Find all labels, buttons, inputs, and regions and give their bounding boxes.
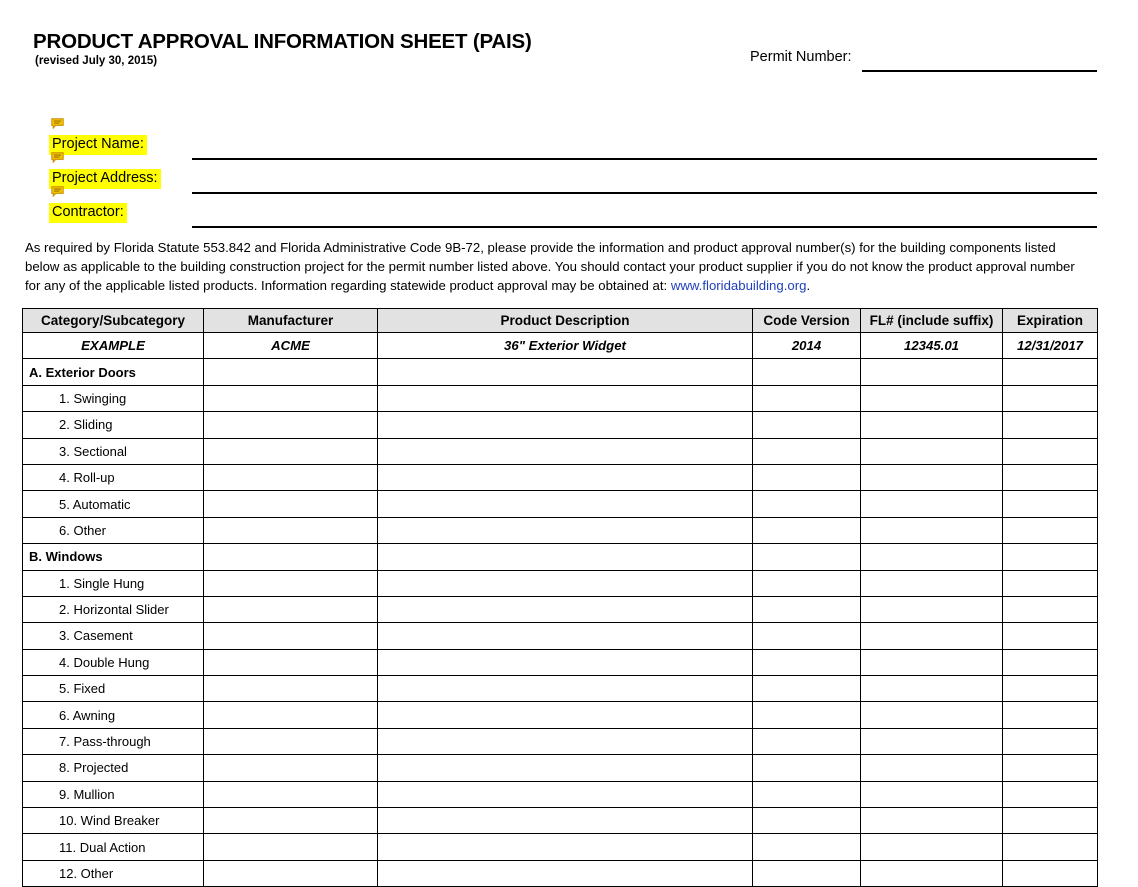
- column-header-expiration: Expiration: [1003, 309, 1098, 333]
- field-input-2[interactable]: [192, 192, 1097, 194]
- cell-expiration[interactable]: [1003, 649, 1098, 675]
- cell-manufacturer[interactable]: [204, 544, 378, 570]
- cell-manufacturer[interactable]: [204, 728, 378, 754]
- cell-manufacturer[interactable]: [204, 491, 378, 517]
- cell-manufacturer[interactable]: [204, 676, 378, 702]
- cell-code-version[interactable]: [753, 544, 861, 570]
- cell-expiration[interactable]: [1003, 781, 1098, 807]
- cell-code-version[interactable]: [753, 438, 861, 464]
- table-row: [23, 596, 1098, 622]
- cell-code-version[interactable]: [753, 412, 861, 438]
- cell-product-description[interactable]: [378, 834, 753, 860]
- subcategory-label: 5. Fixed: [23, 676, 204, 702]
- cell-expiration[interactable]: [1003, 755, 1098, 781]
- cell-product-description[interactable]: [378, 702, 753, 728]
- subcategory-label: 4. Roll-up: [23, 464, 204, 490]
- cell-product-description[interactable]: [378, 728, 753, 754]
- table-row: [23, 755, 1098, 781]
- column-header-category: Category/Subcategory: [23, 309, 204, 333]
- cell-fl-number[interactable]: [861, 808, 1003, 834]
- table-row: [23, 834, 1098, 860]
- cell-expiration[interactable]: [1003, 359, 1098, 385]
- page-title: PRODUCT APPROVAL INFORMATION SHEET (PAIS): [33, 30, 532, 53]
- cell-fl-number[interactable]: [861, 438, 1003, 464]
- cell-manufacturer[interactable]: [204, 359, 378, 385]
- cell-manufacturer[interactable]: [204, 596, 378, 622]
- cell-manufacturer[interactable]: [204, 649, 378, 675]
- subcategory-label: 11. Dual Action: [23, 834, 204, 860]
- table-header-row: [23, 309, 1098, 333]
- revision-subtitle: (revised July 30, 2015): [35, 55, 158, 67]
- subcategory-label: 5. Automatic: [23, 491, 204, 517]
- cell-expiration[interactable]: [1003, 544, 1098, 570]
- cell-fl-number[interactable]: [861, 570, 1003, 596]
- cell-fl-number[interactable]: [861, 517, 1003, 543]
- table-row: [23, 385, 1098, 411]
- cell-fl-number[interactable]: [861, 649, 1003, 675]
- table-row: [23, 623, 1098, 649]
- table-row: [23, 570, 1098, 596]
- cell-expiration[interactable]: [1003, 860, 1098, 886]
- cell-code-version[interactable]: [753, 649, 861, 675]
- cell-manufacturer[interactable]: [204, 860, 378, 886]
- cell-manufacturer[interactable]: [204, 808, 378, 834]
- cell-expiration[interactable]: [1003, 834, 1098, 860]
- subcategory-label: 12. Other: [23, 860, 204, 886]
- cell-fl-number[interactable]: [861, 623, 1003, 649]
- floridabuilding-link[interactable]: www.floridabuilding.org: [670, 278, 807, 294]
- cell-expiration[interactable]: [1003, 491, 1098, 517]
- cell-code-version[interactable]: [753, 491, 861, 517]
- cell-fl-number[interactable]: [861, 834, 1003, 860]
- field-input-3[interactable]: [192, 226, 1097, 228]
- cell-manufacturer[interactable]: [204, 412, 378, 438]
- cell-fl-number[interactable]: [861, 596, 1003, 622]
- table-row: [23, 438, 1098, 464]
- cell-product-description[interactable]: [378, 359, 753, 385]
- cell-code-version[interactable]: [753, 808, 861, 834]
- table-row: [23, 517, 1098, 543]
- section-heading-label: A. Exterior Doors: [23, 359, 204, 385]
- cell-code-version[interactable]: [753, 517, 861, 543]
- cell-product-description[interactable]: [378, 860, 753, 886]
- cell-product-description[interactable]: [378, 491, 753, 517]
- cell-product-description[interactable]: [378, 623, 753, 649]
- example-code-version: 2014: [753, 333, 861, 359]
- example-manufacturer: ACME: [204, 333, 378, 359]
- cell-manufacturer[interactable]: [204, 781, 378, 807]
- cell-fl-number[interactable]: [861, 676, 1003, 702]
- cell-code-version[interactable]: [753, 728, 861, 754]
- cell-fl-number[interactable]: [861, 491, 1003, 517]
- cell-expiration[interactable]: [1003, 623, 1098, 649]
- subcategory-label: 6. Awning: [23, 702, 204, 728]
- cell-expiration[interactable]: [1003, 676, 1098, 702]
- section-heading-label: B. Windows: [23, 544, 204, 570]
- cell-expiration[interactable]: [1003, 808, 1098, 834]
- cell-expiration[interactable]: [1003, 517, 1098, 543]
- table-row: [23, 676, 1098, 702]
- subcategory-label: 10. Wind Breaker: [23, 808, 204, 834]
- cell-manufacturer[interactable]: [204, 834, 378, 860]
- cell-expiration[interactable]: [1003, 702, 1098, 728]
- cell-expiration[interactable]: [1003, 570, 1098, 596]
- table-row: [23, 412, 1098, 438]
- cell-expiration[interactable]: [1003, 385, 1098, 411]
- cell-manufacturer[interactable]: [204, 464, 378, 490]
- cell-fl-number[interactable]: [861, 755, 1003, 781]
- cell-code-version[interactable]: [753, 676, 861, 702]
- example-category: EXAMPLE: [23, 333, 204, 359]
- permit-number-input[interactable]: [862, 70, 1097, 72]
- cell-code-version[interactable]: [753, 702, 861, 728]
- subcategory-label: 2. Horizontal Slider: [23, 596, 204, 622]
- cell-fl-number[interactable]: [861, 464, 1003, 490]
- example-expiration: 12/31/2017: [1003, 333, 1098, 359]
- cell-manufacturer[interactable]: [204, 385, 378, 411]
- table-row-section-heading: [23, 544, 1098, 570]
- cell-fl-number[interactable]: [861, 544, 1003, 570]
- subcategory-label: 3. Casement: [23, 623, 204, 649]
- subcategory-label: 4. Double Hung: [23, 649, 204, 675]
- cell-product-description[interactable]: [378, 464, 753, 490]
- example-fl-number: 12345.01: [861, 333, 1003, 359]
- subcategory-label: 8. Projected: [23, 755, 204, 781]
- cell-manufacturer[interactable]: [204, 570, 378, 596]
- cell-expiration[interactable]: [1003, 596, 1098, 622]
- subcategory-label: 7. Pass-through: [23, 728, 204, 754]
- cell-manufacturer[interactable]: [204, 623, 378, 649]
- cell-product-description[interactable]: [378, 412, 753, 438]
- subcategory-label: 6. Other: [23, 517, 204, 543]
- table-row-section-heading: [23, 359, 1098, 385]
- cell-product-description[interactable]: [378, 755, 753, 781]
- subcategory-label: 1. Single Hung: [23, 570, 204, 596]
- cell-expiration[interactable]: [1003, 464, 1098, 490]
- column-header-fl-number: FL# (include suffix): [861, 309, 1003, 333]
- comment-bubble-icon[interactable]: [51, 186, 64, 197]
- cell-manufacturer[interactable]: [204, 438, 378, 464]
- table-row: [23, 702, 1098, 728]
- field-label-2: Project Address:: [49, 169, 161, 189]
- comment-bubble-icon[interactable]: [51, 118, 64, 129]
- cell-fl-number[interactable]: [861, 359, 1003, 385]
- cell-code-version[interactable]: [753, 781, 861, 807]
- table-row: [23, 808, 1098, 834]
- cell-expiration[interactable]: [1003, 412, 1098, 438]
- comment-bubble-icon[interactable]: [51, 152, 64, 163]
- cell-code-version[interactable]: [753, 860, 861, 886]
- table-row: [23, 464, 1098, 490]
- cell-manufacturer[interactable]: [204, 517, 378, 543]
- cell-fl-number[interactable]: [861, 702, 1003, 728]
- cell-code-version[interactable]: [753, 834, 861, 860]
- cell-fl-number[interactable]: [861, 860, 1003, 886]
- cell-fl-number[interactable]: [861, 412, 1003, 438]
- column-header-code-version: Code Version: [753, 309, 861, 333]
- cell-product-description[interactable]: [378, 596, 753, 622]
- cell-fl-number[interactable]: [861, 728, 1003, 754]
- cell-product-description[interactable]: [378, 517, 753, 543]
- table-row: [23, 781, 1098, 807]
- cell-code-version[interactable]: [753, 596, 861, 622]
- example-description: 36" Exterior Widget: [378, 333, 753, 359]
- cell-code-version[interactable]: [753, 385, 861, 411]
- cell-expiration[interactable]: [1003, 728, 1098, 754]
- cell-product-description[interactable]: [378, 544, 753, 570]
- table-row: [23, 728, 1098, 754]
- cell-code-version[interactable]: [753, 570, 861, 596]
- intro-text-before-link: As required by Florida Statute 553.842 and Florida Administrative Code 9B-72, please provide the information and product approval number(s) for the building components listed below as applicable to the building construction project for the permit number listed above. You should contact your product supplier if you do not know the product approval number for any of the applicable listed products. Information regarding statewide product approval may be obtained at:: [25, 240, 1075, 294]
- column-header-product-description: Product Description: [378, 309, 753, 333]
- intro-text-after-link: .: [806, 278, 811, 294]
- field-label-1: Project Name:: [49, 135, 147, 155]
- subcategory-label: 2. Sliding: [23, 412, 204, 438]
- cell-code-version[interactable]: [753, 464, 861, 490]
- product-approval-table: [22, 308, 1098, 887]
- cell-product-description[interactable]: [378, 649, 753, 675]
- subcategory-label: 3. Sectional: [23, 438, 204, 464]
- cell-expiration[interactable]: [1003, 438, 1098, 464]
- field-input-1[interactable]: [192, 158, 1097, 160]
- subcategory-label: 1. Swinging: [23, 385, 204, 411]
- cell-product-description[interactable]: [378, 385, 753, 411]
- cell-fl-number[interactable]: [861, 385, 1003, 411]
- cell-product-description[interactable]: [378, 676, 753, 702]
- cell-code-version[interactable]: [753, 623, 861, 649]
- cell-manufacturer[interactable]: [204, 702, 378, 728]
- table-row-example: [23, 333, 1098, 359]
- intro-paragraph: [25, 238, 1086, 296]
- column-header-manufacturer: Manufacturer: [204, 309, 378, 333]
- cell-code-version[interactable]: [753, 755, 861, 781]
- cell-fl-number[interactable]: [861, 781, 1003, 807]
- table-row: [23, 649, 1098, 675]
- cell-product-description[interactable]: [378, 808, 753, 834]
- permit-number-label: Permit Number:: [750, 49, 852, 65]
- table-row: [23, 860, 1098, 886]
- field-label-3: Contractor:: [49, 203, 127, 223]
- table-row: [23, 491, 1098, 517]
- cell-code-version[interactable]: [753, 359, 861, 385]
- subcategory-label: 9. Mullion: [23, 781, 204, 807]
- cell-product-description[interactable]: [378, 438, 753, 464]
- cell-product-description[interactable]: [378, 781, 753, 807]
- cell-manufacturer[interactable]: [204, 755, 378, 781]
- cell-product-description[interactable]: [378, 570, 753, 596]
